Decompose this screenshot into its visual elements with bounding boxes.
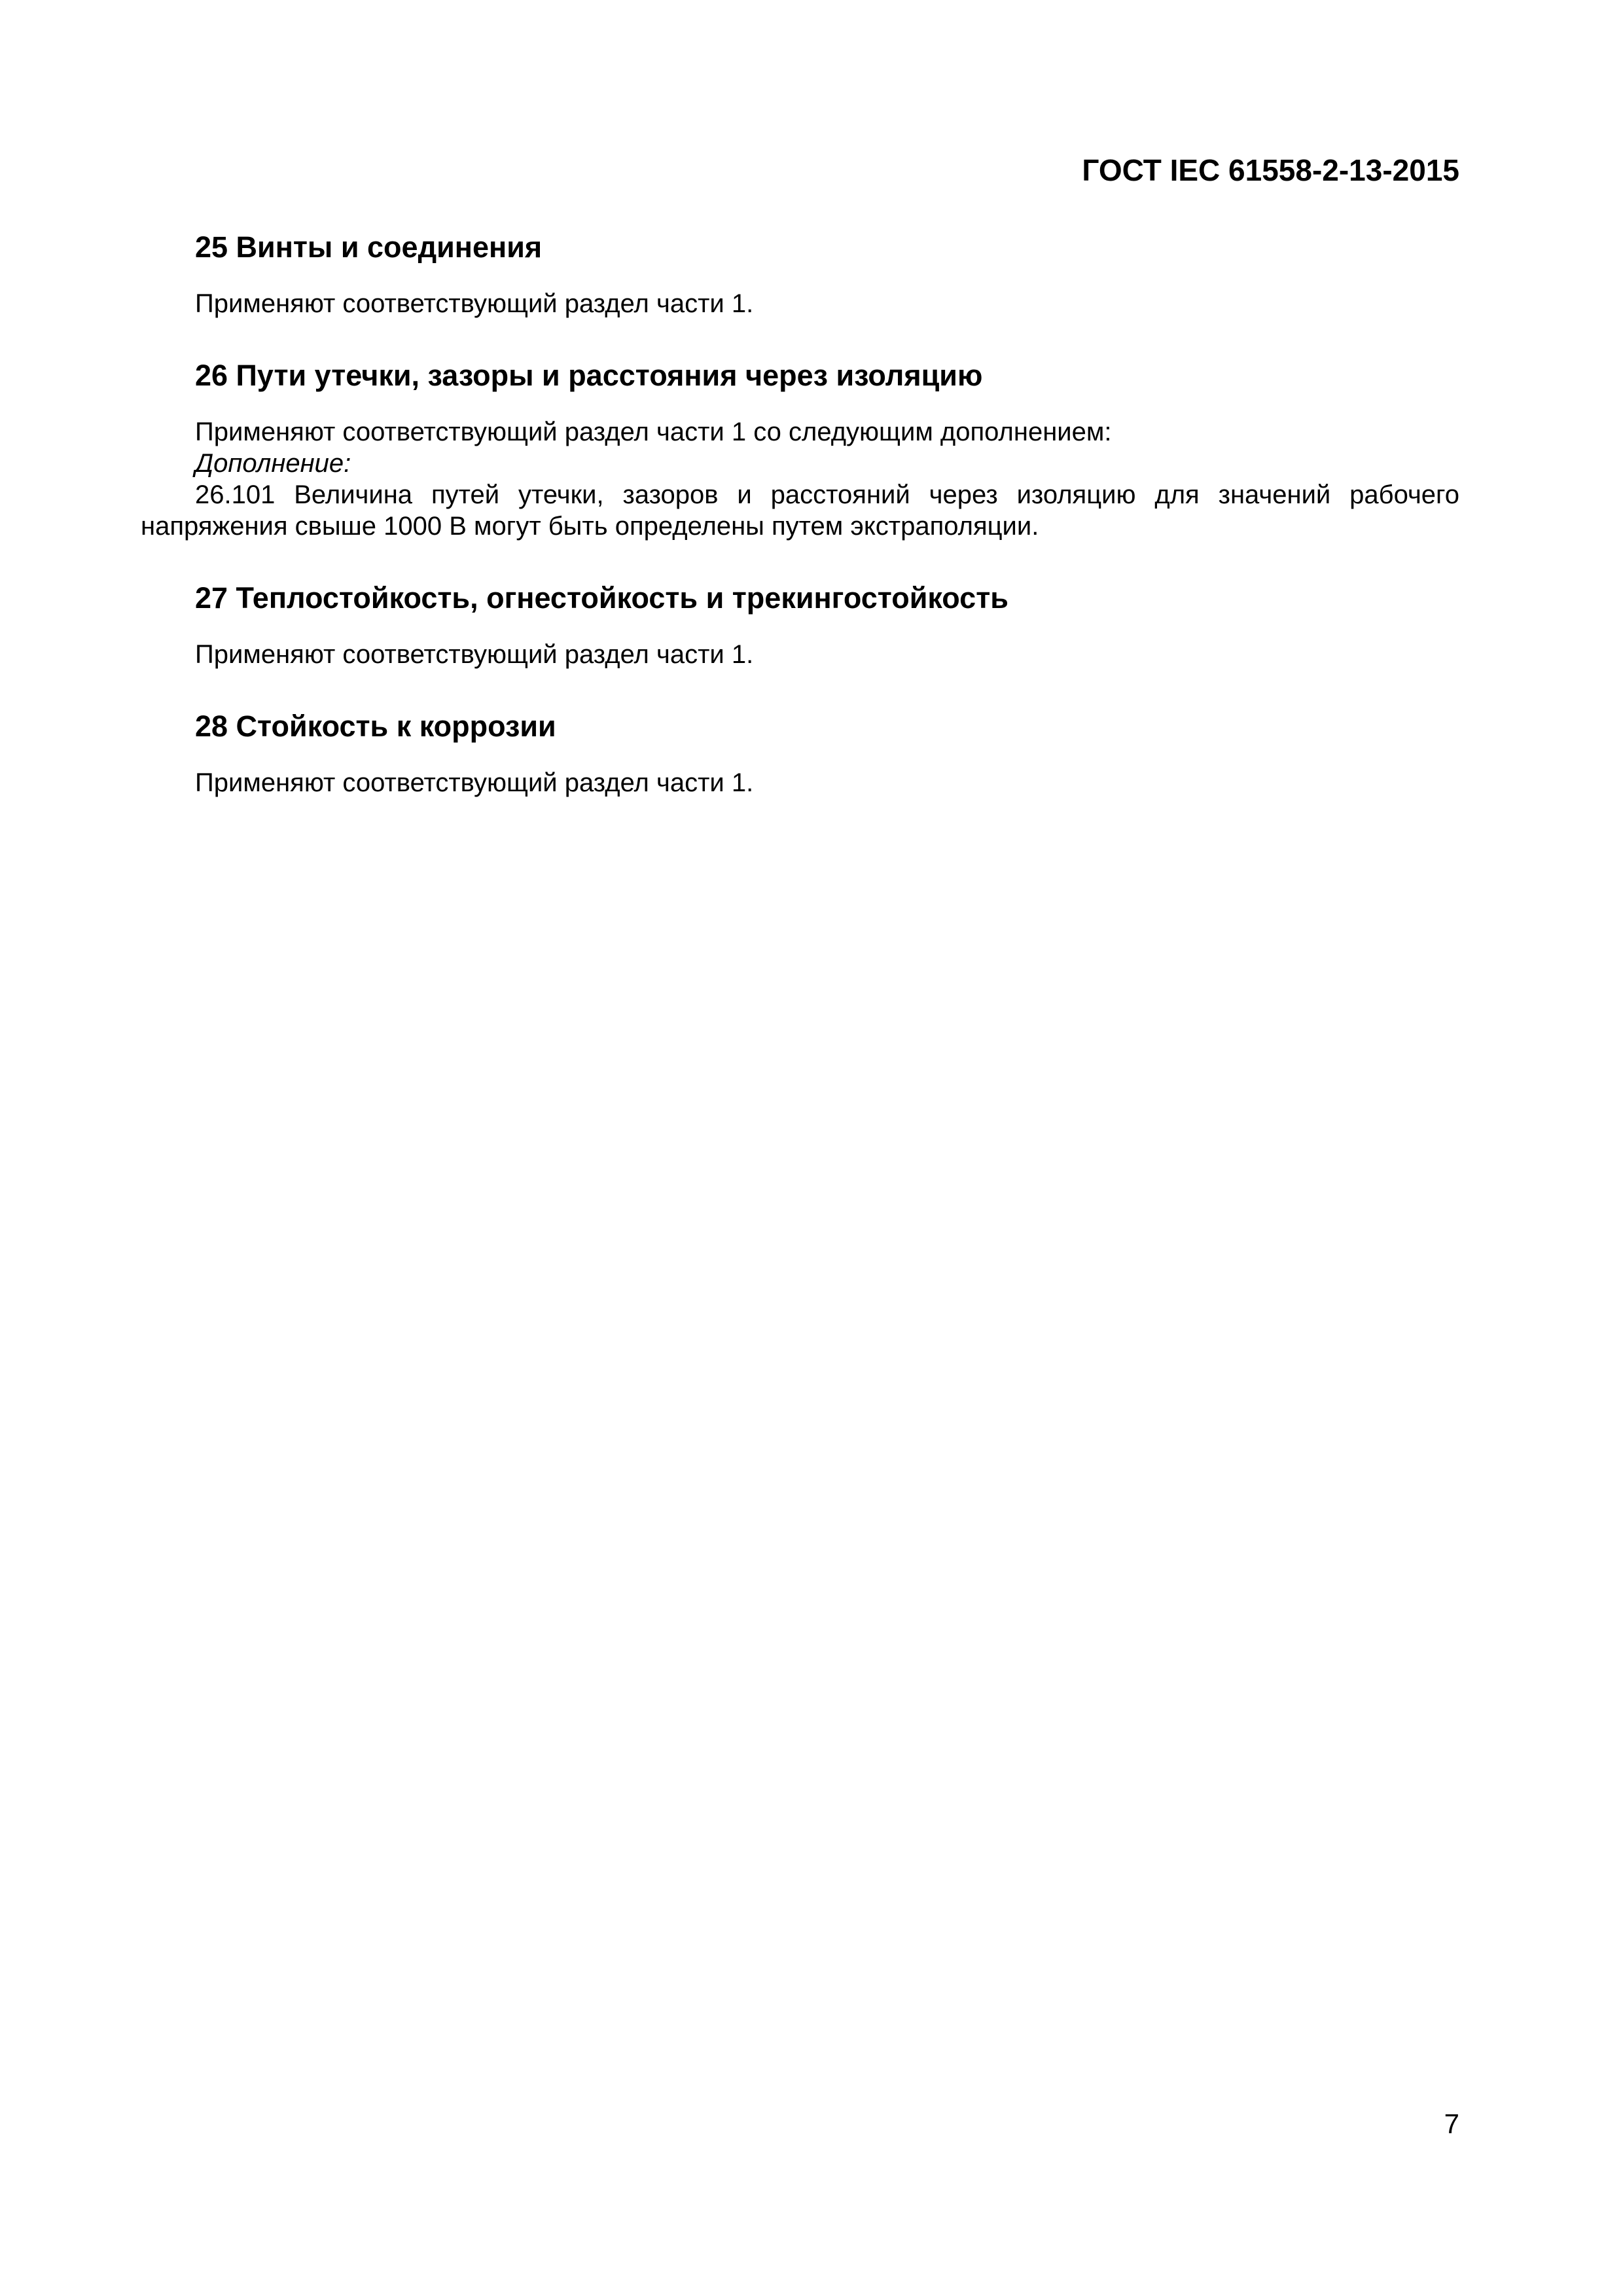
section-28-text: Применяют соответствующий раздел части 1. bbox=[195, 768, 754, 797]
section-26-text: Применяют соответствующий раздел части 1 со следующим дополнением: bbox=[195, 418, 1112, 446]
document-code-header: ГОСТ IEC 61558-2-13-2015 bbox=[1082, 153, 1459, 187]
section-28-heading: 28 Стойкость к коррозии bbox=[195, 709, 556, 743]
section-25-text: Применяют соответствующий раздел части 1. bbox=[195, 289, 754, 318]
page-number: 7 bbox=[1444, 2108, 1459, 2139]
section-27-text: Применяют соответствующий раздел части 1. bbox=[195, 640, 754, 669]
section-27-heading: 27 Теплостойкость, огнестойкость и трекингостойкость bbox=[195, 581, 1008, 615]
section-26-heading: 26 Пути утечки, зазоры и расстояния через изоляцию bbox=[195, 359, 983, 392]
section-26-addition-label: Дополнение: bbox=[195, 449, 351, 478]
section-25-heading: 25 Винты и соединения bbox=[195, 230, 543, 264]
clause-26-101: 26.101 Величина путей утечки, зазоров и расстояний через изоляцию для значений рабочего напряжения свыше 1000 В могут быть определены путем экстраполяции. bbox=[141, 480, 1459, 541]
document-body bbox=[141, 229, 1459, 798]
